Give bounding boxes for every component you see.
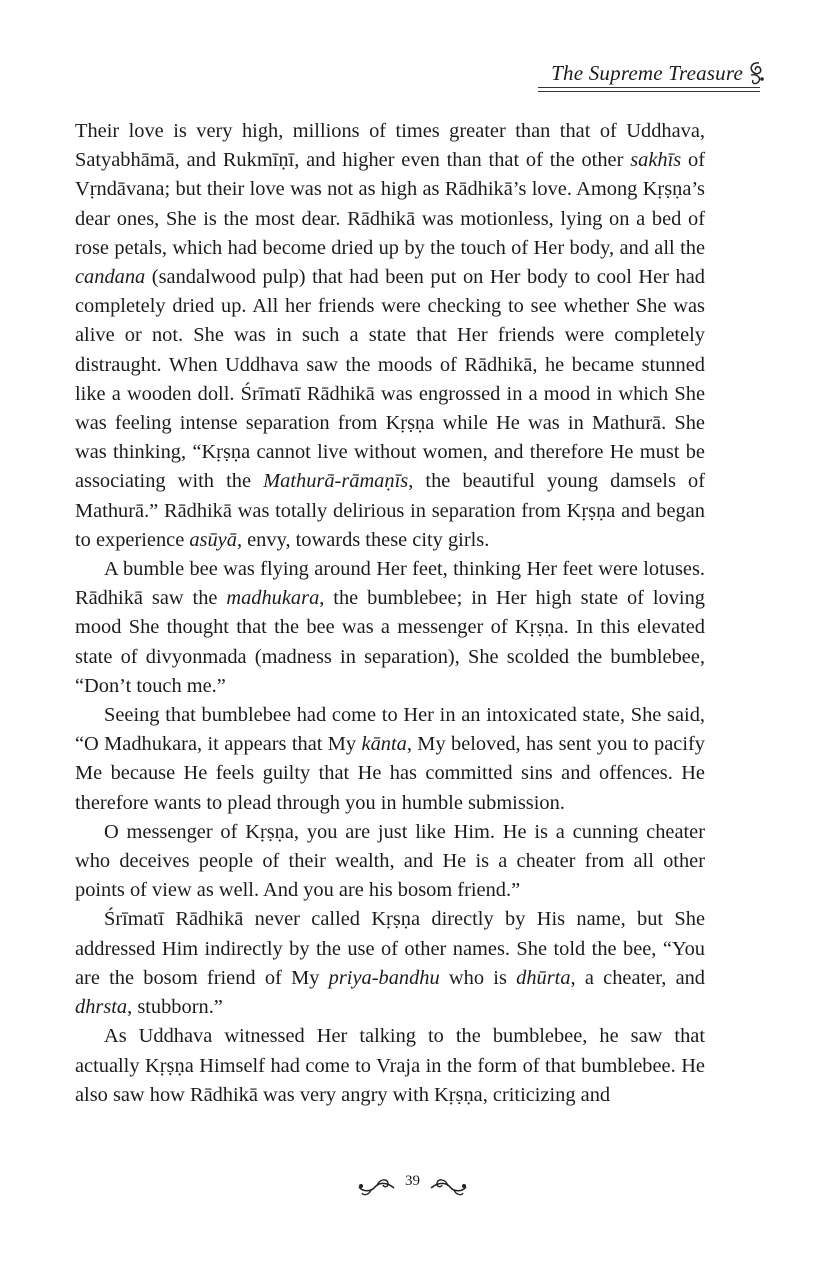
scroll-flourish-icon [747,60,767,86]
floral-flourish-icon [430,1176,468,1198]
paragraph: O messenger of Kṛṣṇa, you are just like Him. He is a cunning cheater who deceives people of their wealth, and He is a cheater from all other points of view as well. And you are his bosom friend.” [75,820,705,902]
paragraph: Their love is very high, millions of times greater than that of Uddhava, Satyabhāmā, and Rukmīṇī, and higher even than that of the other sakhīs of Vṛndāvana; but their love was not as high as Rādhikā’s love. Among Kṛṣṇa’s dear ones, She is the most dear. Rādhikā was motionless, lying on a bed of rose petals, which had become dried up by the touch of Her body, and all the candana (sandalwood pulp) that had been put on Her body to cool Her had completely dried up. All her friends were checking to see whether She was alive or not. She was in such a state that Her friends were completely distraught. When Uddhava saw the moods of Rādhikā, he became stunned like a wooden doll. Śrīmatī Rādhikā was engrossed in a mood in which She was feeling intense separation from Kṛṣṇa while He was in Mathurā. She was thinking, “Kṛṣṇa cannot live without women, and therefore He must be associating with the Mathurā-rāmaṇīs, the beautiful young damsels of Mathurā.” Rādhikā was totally delirious in separation from Kṛṣṇa and began to experience asūyā, envy, towards these city girls. [75,120,705,551]
paragraph: Śrīmatī Rādhikā never called Kṛṣṇa directly by His name, but She addressed Him indirectly by the use of other names. She told the bee, “You are the bosom friend of My priya-bandhu who is dhūrta, a cheater, and dhrsta, stubborn.” [75,908,706,1019]
body-text [75,117,705,1110]
paragraph: As Uddhava witnessed Her talking to the bumblebee, he saw that actually Kṛṣṇa Himself had come to Vraja in the form of that bumblebee. He also saw how Rādhikā was very angry with Kṛṣṇa, criticizing and [75,1025,705,1106]
paragraph: Seeing that bumblebee had come to Her in an intoxicated state, She said, “O Madhukara, it appears that My kānta, My beloved, has sent you to pacify Me because He feels guilty that He has committed sins and offences. He therefore wants to plead through you in humble submission. [75,704,705,814]
floral-flourish-icon [357,1176,395,1198]
running-title: The Supreme Treasure [551,60,743,85]
page-footer [0,1172,825,1198]
running-head [551,60,767,86]
paragraph: A bumble bee was flying around Her feet, thinking Her feet were lotuses. Rādhikā saw the madhukara, the bumblebee; in Her high state of loving mood She thought that the bee was a messenger of Kṛṣṇa. In this elevated state of divyonmada (madness in separation), She scolded the bumblebee, “Don’t touch me.” [75,558,705,697]
header-rule [538,87,760,92]
page-number: 39 [405,1172,420,1189]
